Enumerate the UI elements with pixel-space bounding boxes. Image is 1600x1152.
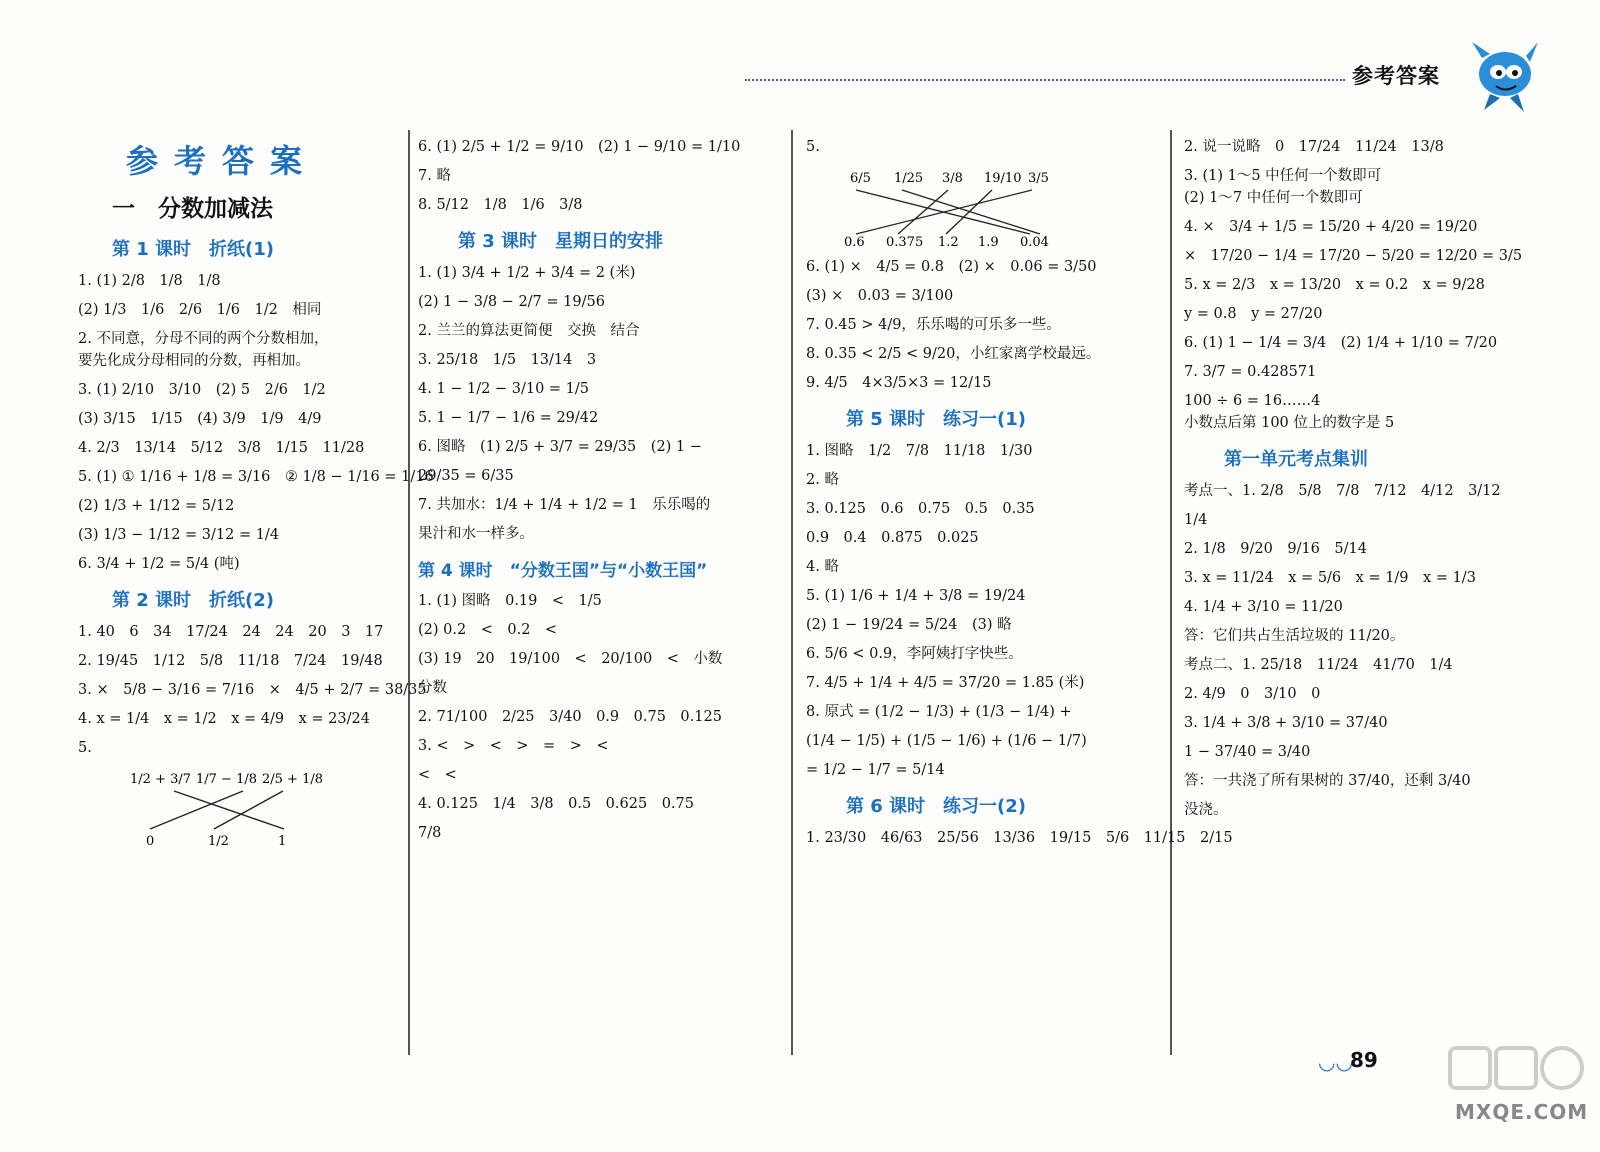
answer-line: 3. 0.125 0.6 0.75 0.5 0.35 (806, 501, 1035, 517)
answer-line: 4. 1/4 + 3/10 = 11/20 (1184, 599, 1343, 615)
answer-line: 29/35 = 6/35 (418, 468, 514, 484)
column-divider (408, 130, 410, 1055)
answer-line: 2. 略 (806, 472, 839, 488)
answer-line: × 17/20 − 1/4 = 17/20 − 5/20 = 12/20 = 3/5 (1184, 248, 1523, 264)
answer-line: 2. 71/100 2/25 3/40 0.9 0.75 0.125 (418, 709, 722, 725)
watermark-logo-icon (1440, 1038, 1590, 1148)
answer-line: (2) 1～7 中任何一个数即可 (1184, 190, 1363, 206)
diagram-bottom-label: 1.9 (978, 235, 999, 248)
answer-line: 5. 1 − 1/7 − 1/6 = 29/42 (418, 410, 599, 426)
diagram-top-label: 19/10 (984, 171, 1022, 186)
answer-line: 6. 3/4 + 1/2 = 5/4 (吨) (78, 556, 240, 572)
answer-line: (2) 0.2 < 0.2 < (418, 622, 558, 638)
answer-line: 7. 共加水：1/4 + 1/4 + 1/2 = 1 乐乐喝的 (418, 497, 711, 513)
answer-line: 1 − 37/40 = 3/40 (1184, 744, 1311, 760)
answer-line: 3. 1/4 + 3/8 + 3/10 = 37/40 (1184, 715, 1388, 731)
answer-line: 7. 3/7 = 0.428571 (1184, 364, 1317, 380)
matching-diagram (78, 767, 398, 849)
answer-line: 2. 1/8 9/20 9/16 5/14 (1184, 541, 1367, 557)
answer-line: (3) 3/15 1/15 (4) 3/9 1/9 4/9 (78, 411, 322, 427)
answer-line: 2. 19/45 1/12 5/8 11/18 7/24 19/48 (78, 653, 383, 669)
lesson-title: 第 4 课时 “分数王国”与“小数王国” (418, 561, 708, 581)
answer-line: 6. (1) × 4/5 = 0.8 (2) × 0.06 = 3/50 (806, 259, 1097, 275)
diagram-bottom-label: 0.375 (886, 235, 924, 248)
lesson-title: 第 5 课时 练习一(1) (846, 409, 1027, 430)
answer-line: 7/8 (418, 825, 442, 841)
matching-diagram (806, 166, 1158, 248)
diagram-bottom-label: 0.6 (844, 235, 865, 248)
answer-line: < < (418, 767, 457, 783)
matching-lines (78, 767, 378, 849)
diagram-top-label: 6/5 (850, 171, 871, 186)
answer-line: 3. 25/18 1/5 13/14 3 (418, 352, 597, 368)
answer-line: 1. (1) 3/4 + 1/2 + 3/4 = 2 (米) (418, 265, 636, 281)
page-number: 89 (1350, 1048, 1378, 1072)
answer-line: 100 ÷ 6 = 16……4 (1184, 393, 1321, 409)
answer-line: 1/4 (1184, 512, 1208, 528)
answer-line: 3. x = 11/24 x = 5/6 x = 1/9 x = 1/3 (1184, 570, 1476, 586)
answer-line: 0.9 0.4 0.875 0.025 (806, 530, 979, 546)
answer-line: 1. (1) 图略 0.19 < 1/5 (418, 593, 602, 609)
answer-line: 3. (1) 2/10 3/10 (2) 5 2/6 1/2 (78, 382, 326, 398)
answer-line: 果汁和水一样多。 (418, 526, 534, 542)
section-title: 第一单元考点集训 (1224, 449, 1368, 470)
diagram-bottom-label: 0.04 (1020, 235, 1049, 248)
answer-line: 5. (78, 740, 92, 756)
answer-line: 2. 兰兰的算法更简便 交换 结合 (418, 323, 640, 339)
header-rule (745, 79, 1345, 81)
watermark-text: MXQE.COM (1455, 1100, 1589, 1124)
diagram-top-label: 3/8 (942, 171, 963, 186)
answer-line: 9. 4/5 4×3/5×3 = 12/15 (806, 375, 992, 391)
answer-line: 4. x = 1/4 x = 1/2 x = 4/9 x = 23/24 (78, 711, 370, 727)
answer-line: 8. 0.35 < 2/5 < 9/20，小红家离学校最远。 (806, 346, 1101, 362)
matching-lines (806, 166, 1106, 248)
answer-line: y = 0.8 y = 27/20 (1184, 306, 1323, 322)
answer-line: 8. 5/12 1/8 1/6 3/8 (418, 197, 583, 213)
diagram-top-label: 1/2 + 3/7 (130, 772, 192, 787)
diagram-bottom-label: 1/2 (208, 834, 229, 849)
lesson-title: 第 6 课时 练习一(2) (846, 796, 1027, 817)
lesson-title: 第 1 课时 折纸(1) (112, 239, 275, 260)
answer-line: 答：一共浇了所有果树的 37/40，还剩 3/40 (1184, 773, 1471, 789)
answer-line: 考点二、1. 25/18 11/24 41/70 1/4 (1184, 657, 1453, 673)
answer-line: 1. 图略 1/2 7/8 11/18 1/30 (806, 443, 1033, 459)
answer-line: 2. 不同意，分母不同的两个分数相加， (78, 331, 329, 347)
diagram-top-label: 1/25 (894, 171, 924, 186)
diagram-bottom-label: 0 (146, 834, 155, 849)
answer-line: (3) × 0.03 = 3/100 (806, 288, 954, 304)
answer-line: (3) 19 20 19/100 < 20/100 < 小数 (418, 651, 723, 667)
answer-line: 1. 40 6 34 17/24 24 24 20 3 17 (78, 624, 384, 640)
answer-line: 8. 原式 = (1/2 − 1/3) + (1/3 − 1/4) + (806, 704, 1072, 720)
answer-line: (2) 1 − 19/24 = 5/24 (3) 略 (806, 617, 1012, 633)
diagram-bottom-label: 1 (278, 834, 287, 849)
answer-line: 2. 说一说略 0 17/24 11/24 13/8 (1184, 139, 1444, 155)
answer-line: 5. (1) ① 1/16 + 1/8 = 3/16 ② 1/8 − 1/16 = 1/16 (78, 469, 434, 485)
answer-line: 小数点后第 100 位上的数字是 5 (1184, 415, 1395, 431)
answer-line: 答：它们共占生活垃圾的 11/20。 (1184, 628, 1405, 644)
answer-line: 2. 4/9 0 3/10 0 (1184, 686, 1321, 702)
answer-line: 1. (1) 2/8 1/8 1/8 (78, 273, 221, 289)
diagram-top-label: 2/5 + 1/8 (262, 772, 324, 787)
answer-line: 6. (1) 1 − 1/4 = 3/4 (2) 1/4 + 1/10 = 7/20 (1184, 335, 1498, 351)
diagram-bottom-label: 1.2 (938, 235, 959, 248)
lesson-title: 第 2 课时 折纸(2) (112, 590, 275, 611)
answer-line: 5. (1) 1/6 + 1/4 + 3/8 = 19/24 (806, 588, 1026, 604)
column-divider (791, 130, 793, 1055)
answer-line: 3. (1) 1～5 中任何一个数即可 (1184, 168, 1382, 184)
answer-line: (2) 1/3 1/6 2/6 1/6 1/2 相同 (78, 302, 322, 318)
mascot-icon (1460, 36, 1550, 116)
answer-line: 6. 5/6 < 0.9，李阿姨打字快些。 (806, 646, 1023, 662)
answer-line: (2) 1/3 + 1/12 = 5/12 (78, 498, 235, 514)
answer-line: 7. 4/5 + 1/4 + 4/5 = 37/20 = 1.85 (米) (806, 675, 1085, 691)
answer-line: 没浇。 (1184, 802, 1228, 818)
unit-title: 一 分数加减法 (112, 196, 273, 222)
column-2 (418, 128, 788, 852)
answer-line: 4. 略 (806, 559, 839, 575)
answer-line: 5. (806, 139, 820, 155)
answer-line: (3) 1/3 − 1/12 = 3/12 = 1/4 (78, 527, 280, 543)
answer-line: 3. × 5/8 − 3/16 = 7/16 × 4/5 + 2/7 = 38/35 (78, 682, 427, 698)
column-4 (1184, 128, 1534, 829)
answer-line: 6. (1) 2/5 + 1/2 = 9/10 (2) 1 − 9/10 = 1/10 (418, 139, 741, 155)
answer-line: 4. 0.125 1/4 3/8 0.5 0.625 0.75 (418, 796, 694, 812)
answer-line: 考点一、1. 2/8 5/8 7/8 7/12 4/12 3/12 (1184, 483, 1501, 499)
page-title: 参考答案 (126, 142, 319, 180)
answer-line: 4. 2/3 13/14 5/12 3/8 1/15 11/28 (78, 440, 365, 456)
answer-line: 分数 (418, 680, 447, 696)
answer-line: = 1/2 − 1/7 = 5/14 (806, 762, 945, 778)
answer-line: 6. 图略 (1) 2/5 + 3/7 = 29/35 (2) 1 − (418, 439, 702, 455)
header-title: 参考答案 (1352, 64, 1440, 88)
answer-line: 7. 0.45 > 4/9，乐乐喝的可乐多一些。 (806, 317, 1061, 333)
answer-line: (1/4 − 1/5) + (1/5 − 1/6) + (1/6 − 1/7) (806, 733, 1087, 749)
answer-line: 7. 略 (418, 168, 451, 184)
answer-line: 5. x = 2/3 x = 13/20 x = 0.2 x = 9/28 (1184, 277, 1485, 293)
answer-line: 要先化成分母相同的分数，再相加。 (78, 353, 310, 369)
decorative-swirl-icon: ◡◡ (1318, 1050, 1353, 1074)
answer-line: 4. × 3/4 + 1/5 = 15/20 + 4/20 = 19/20 (1184, 219, 1478, 235)
answer-line: 1. 23/30 46/63 25/56 13/36 19/15 5/6 11/15 2/15 (806, 830, 1233, 846)
answer-line: 4. 1 − 1/2 − 3/10 = 1/5 (418, 381, 590, 397)
diagram-top-label: 3/5 (1028, 171, 1049, 186)
column-divider (1170, 130, 1172, 1055)
answer-line: (2) 1 − 3/8 − 2/7 = 19/56 (418, 294, 605, 310)
answer-line: 3. < > < > = > < (418, 738, 609, 754)
diagram-top-label: 1/7 − 1/8 (196, 772, 258, 787)
lesson-title: 第 3 课时 星期日的安排 (458, 231, 664, 252)
